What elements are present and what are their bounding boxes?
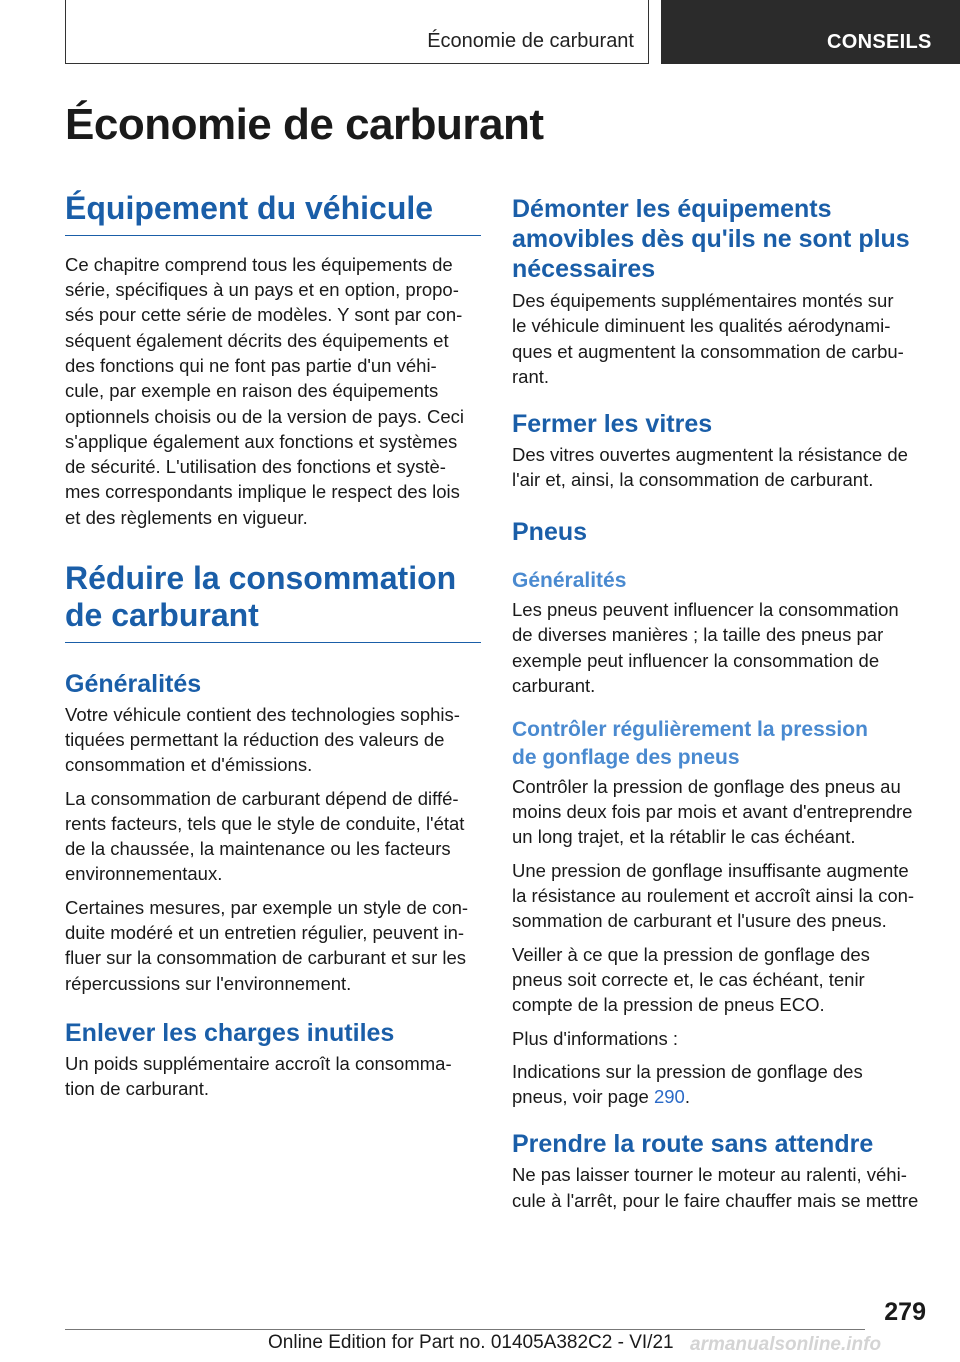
heading-reduire: Réduire la consommation de carburant [65, 560, 481, 643]
right-column [512, 194, 930, 1213]
para-equipement: Ce chapitre comprend tous les équipements de série, spécifiques à un pays et en option, propo- sés pour cette série de modèles. Y sont par con- séquent également décrits des équipements et des fonctions qui ne font pas partie d'un véhi- cule, par exemple en raison des équipements optionnels choisis ou de la version de pays. Ceci s'applique également aux fonctions et systèmes de sécurité. L'utilisation des fonctions et systè- mes correspondants implique le respect des lois et des règlements en vigueur. [65, 253, 465, 528]
para-route: Ne pas laisser tourner le moteur au ralenti, véhi- cule à l'arrêt, pour le faire chauffer mais se mettre [512, 1164, 919, 1211]
heading-pneus: Pneus [512, 517, 588, 546]
para-controler-1: Contrôler la pression de gonflage des pneus au moins deux fois par mois et avant d'entreprendre un long trajet, et la rétablir le cas échéant. [512, 775, 913, 848]
para-generalites-2: La consommation de carburant dépend de diffé- rents facteurs, tels que le style de conduite, l'état de la chaussée, la maintenance ou les facteurs environnementaux. [65, 787, 465, 885]
header-chapter-title: Économie de carburant [427, 30, 634, 52]
para-controler-3: Veiller à ce que la pression de gonflage des pneus soit correcte et, le cas échéant, tenir compte de la pression de pneus ECO. [512, 943, 870, 1016]
para-generalites-3: Certaines mesures, par exemple un style de con- duite modéré et un entretien régulier, peuvent in- fluer sur la consommation de carburant et sur les répercussions sur l'environnement. [65, 896, 469, 994]
heading-equipement: Équipement du véhicule [65, 190, 481, 236]
para-indications [512, 1059, 930, 1110]
heading-pneus-generalites: Généralités [512, 568, 627, 592]
page-link-290[interactable]: 290 [653, 1086, 685, 1108]
para-pneus-generalites: Les pneus peuvent influencer la consommation de diverses manières ; la taille des pneus par exemple peut influencer la consommation de carburant. [512, 599, 899, 696]
page-title: Économie de carburant [65, 100, 544, 149]
para-vitres: Des vitres ouvertes augmentent la résistance de l'air et, ainsi, la consommation de carburant. [512, 444, 908, 491]
para-indications-prefix: pneus, voir page [512, 1086, 654, 1108]
para-demonter: Des équipements supplémentaires montés sur le véhicule diminuent les qualités aérodynami- ques et augmentent la consommation de carbu- rant. [512, 290, 904, 387]
page-number: 279 [884, 1298, 926, 1326]
heading-controler: Contrôler régulièrement la pression de gonflage des pneus [512, 718, 868, 769]
para-indications-suffix: . [684, 1086, 690, 1108]
heading-generalites: Généralités [65, 669, 202, 698]
footer-divider [65, 1329, 865, 1330]
header-chapter-box [65, 0, 649, 64]
footer-edition: Online Edition for Part no. 01405A382C2 - VI/21 [268, 1332, 674, 1353]
heading-demonter: Démonter les équipements amovibles dès qu'ils ne sont plus nécessaires [512, 195, 910, 283]
para-controler-2: Une pression de gonflage insuffisante augmente la résistance au roulement et accroît ainsi la con- sommation de carburant et l'usure des pneus. [512, 859, 915, 932]
para-generalites-1: Votre véhicule contient des technologies sophis- tiquées permettant la réduction des valeurs de consommation et d'émissions. [65, 703, 460, 776]
header-section-tab[interactable] [661, 0, 960, 64]
left-column [65, 190, 481, 1102]
para-charges: Un poids supplémentaire accroît la consomma- tion de carburant. [65, 1052, 452, 1100]
para-plus-info: Plus d'informations : [512, 1027, 678, 1049]
heading-vitres: Fermer les vitres [512, 410, 713, 439]
para-indications-line1: Indications sur la pression de gonflage des [512, 1060, 863, 1082]
header-section-label: CONSEILS [827, 31, 932, 53]
heading-charges: Enlever les charges inutiles [65, 1018, 395, 1047]
footer-watermark-logo: armanualsonline.info [690, 1334, 882, 1355]
heading-route: Prendre la route sans attendre [512, 1130, 874, 1159]
